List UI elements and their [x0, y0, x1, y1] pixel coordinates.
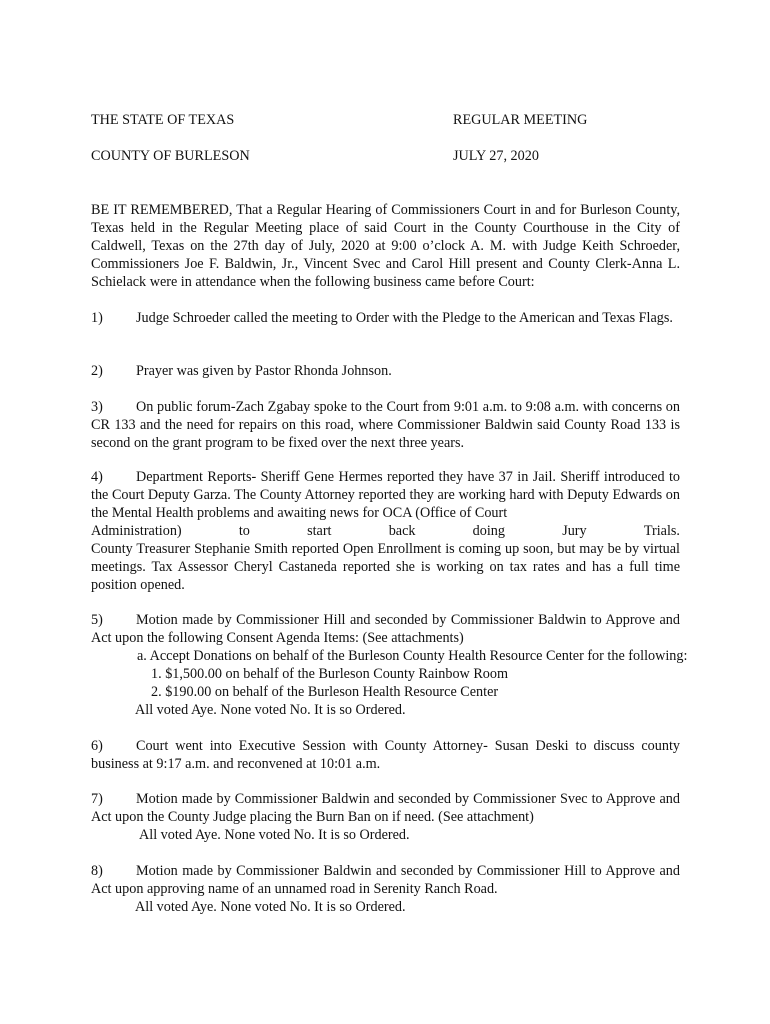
- minutes-item-4: [91, 468, 680, 594]
- item-number: 1): [91, 310, 103, 326]
- state-heading: THE STATE OF TEXAS: [91, 112, 235, 128]
- item-number: 4): [91, 469, 103, 485]
- minutes-item-6: [91, 737, 680, 773]
- minutes-item-7: [91, 790, 680, 844]
- vote-result: All voted Aye. None voted No. It is so Ordered.: [135, 702, 406, 718]
- justified-line: [91, 522, 680, 540]
- minutes-item-5: [91, 611, 688, 719]
- item-text: Judge Schroeder called the meeting to Order with the Pledge to the American and Texas Flags.: [136, 310, 673, 326]
- item-text: On public forum-Zach Zgabay spoke to the Court from 9:01 a.m. to 9:08 a.m. with concerns on CR 133 and the need for repairs on this road, where Commissioner Baldwin said County Road 133 is second on the grant program to be fixed over the next three years.: [91, 399, 680, 451]
- minutes-item-1: [91, 309, 680, 327]
- item-text: Department Reports- Sheriff Gene Hermes reported they have 37 in Jail. Sheriff introduced to the Court Deputy Garza. The County Attorney reported they are working hard with Deputy Edwards on the Mental Health problems and awaiting news for OCA (Office of Court: [91, 469, 680, 521]
- word: start: [307, 523, 332, 539]
- minutes-item-3: [91, 398, 680, 452]
- sub-item-a: a. Accept Donations on behalf of the Burleson County Health Resource Center for the following:: [137, 648, 688, 664]
- word: Trials.: [643, 523, 680, 539]
- word: back: [388, 523, 416, 539]
- meeting-date: JULY 27, 2020: [453, 148, 539, 164]
- item-number: 3): [91, 399, 103, 415]
- minutes-item-2: [91, 362, 680, 380]
- item-text: Motion made by Commissioner Baldwin and seconded by Commissioner Hill to Approve and Act upon approving name of an unnamed road in Serenity Ranch Road.: [91, 863, 680, 897]
- word: Jury: [562, 523, 587, 539]
- item-number: 6): [91, 738, 103, 754]
- item-number: 8): [91, 863, 103, 879]
- item-text: Prayer was given by Pastor Rhonda Johnson.: [136, 363, 392, 379]
- item-text: Motion made by Commissioner Baldwin and seconded by Commissioner Svec to Approve and Act upon the County Judge placing the Burn Ban on if need. (See attachment): [91, 791, 680, 825]
- word: doing: [472, 523, 505, 539]
- item-text: Court went into Executive Session with County Attorney- Susan Deski to discuss county business at 9:17 a.m. and reconvened at 10:01 a.m.: [91, 738, 680, 772]
- sub-item-2: 2. $190.00 on behalf of the Burleson Health Resource Center: [151, 684, 499, 700]
- vote-result: All voted Aye. None voted No. It is so Ordered.: [135, 899, 406, 915]
- item-number: 5): [91, 612, 103, 628]
- item-text: Motion made by Commissioner Hill and seconded by Commissioner Baldwin to Approve and Act upon the following Consent Agenda Items: (See attachments): [91, 612, 680, 646]
- sub-item-1: 1. $1,500.00 on behalf of the Burleson County Rainbow Room: [151, 666, 509, 682]
- meeting-type-heading: REGULAR MEETING: [453, 112, 588, 128]
- item-text-continued: County Treasurer Stephanie Smith reported Open Enrollment is coming up soon, but may be by virtual meetings. Tax Assessor Cheryl Castaneda reported she is working on tax rates and has a full time position opened.: [91, 541, 680, 593]
- county-heading: COUNTY OF BURLESON: [91, 148, 250, 164]
- item-number: 2): [91, 363, 103, 379]
- word: to: [238, 523, 250, 539]
- minutes-item-8: [91, 862, 680, 916]
- item-number: 7): [91, 791, 103, 807]
- intro-paragraph: BE IT REMEMBERED, That a Regular Hearing of Commissioners Court in and for Burleson County, Texas held in the Regular Meeting place of said Court in the County Courthouse in the City of Caldwell, Texas on the 27th day of July, 2020 at 9:00 o’clock A. M. with Judge Keith Schroeder, Commissioners Joe F. Baldwin, Jr., Vincent Svec and Carol Hill present and County Clerk-Anna L. Schielack were in attendance when the following business came before Court:: [91, 202, 680, 290]
- word: Administration): [91, 523, 182, 539]
- vote-result: All voted Aye. None voted No. It is so Ordered.: [139, 827, 410, 843]
